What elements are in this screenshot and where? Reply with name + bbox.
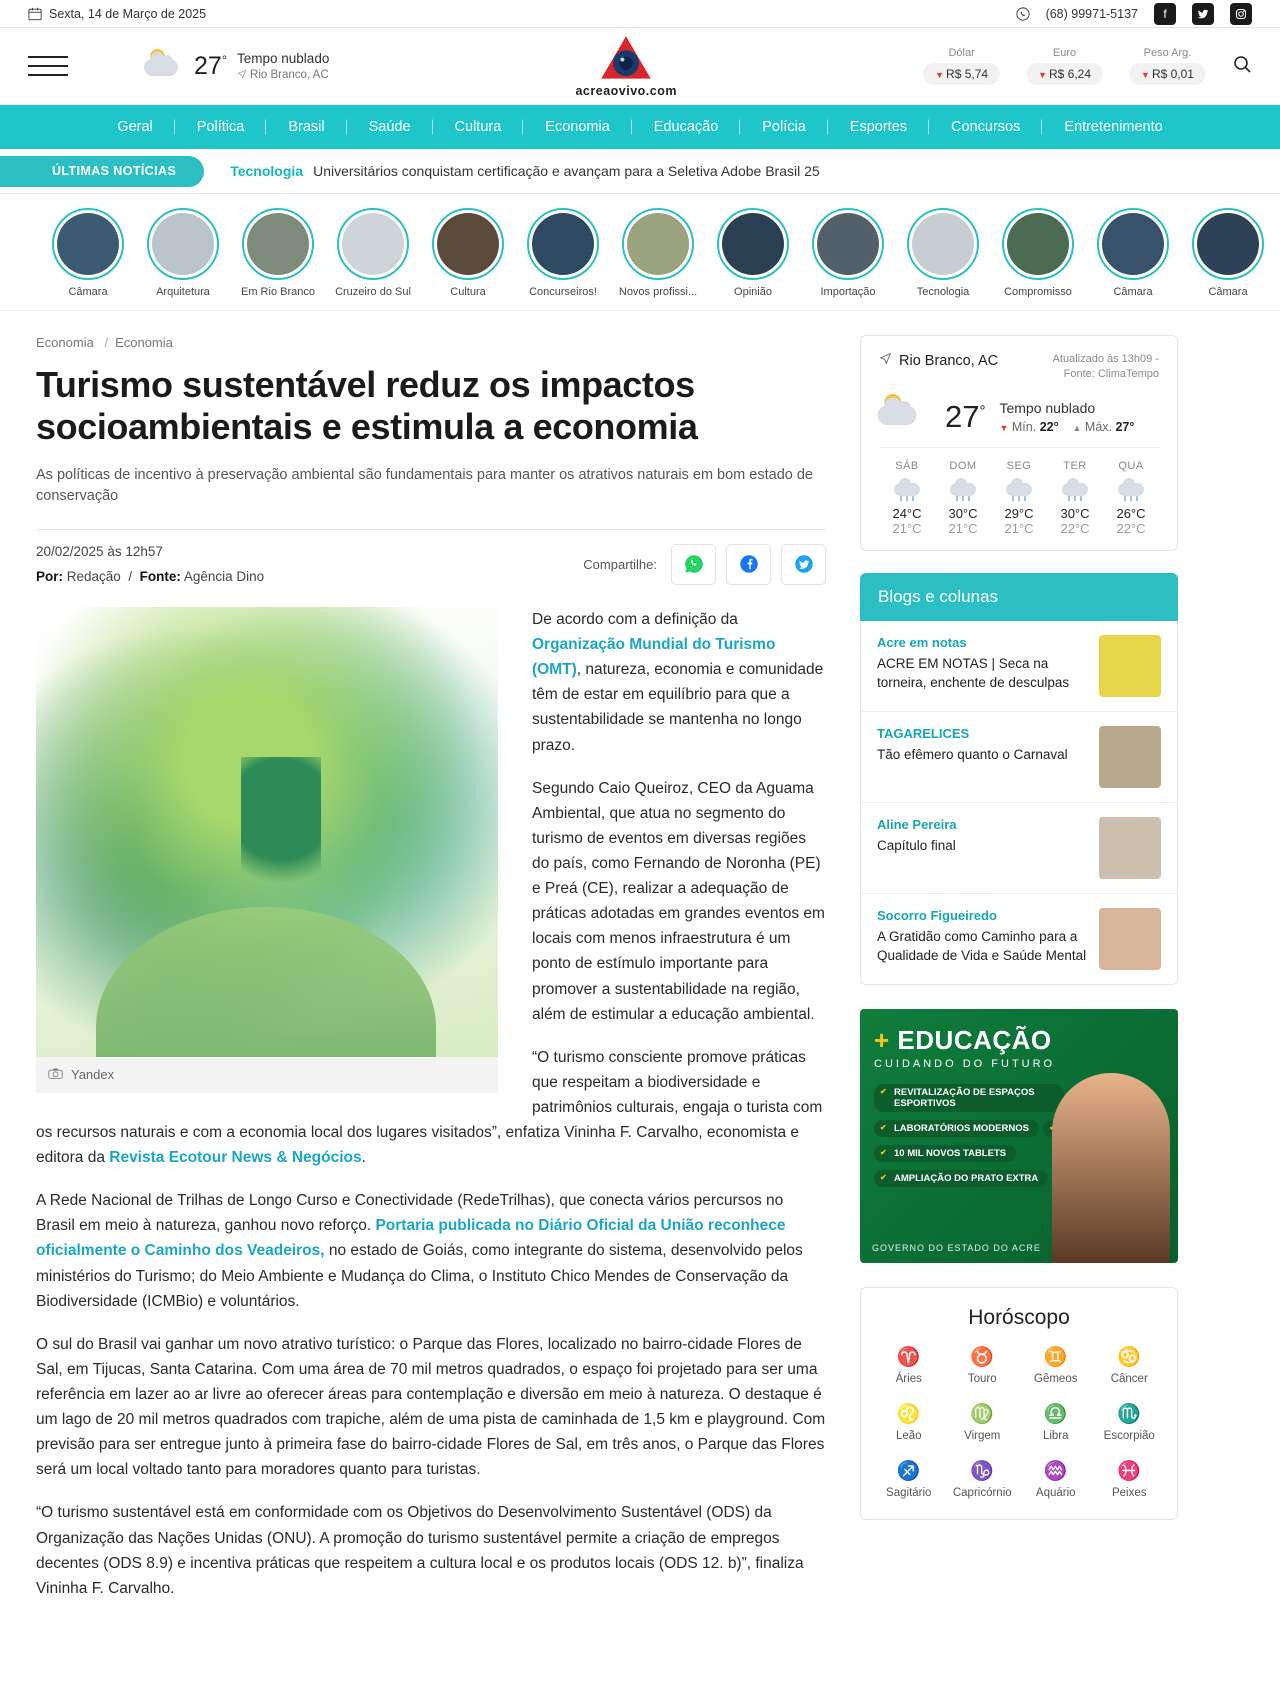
ad-subtitle: CUIDANDO DO FUTURO — [874, 1057, 1056, 1070]
ad-student-photo — [1052, 1073, 1170, 1263]
story-label: Em Rio Branco — [241, 286, 315, 298]
scorpio-icon: ♏ — [1117, 1403, 1142, 1425]
horoscope-sign[interactable] — [875, 1405, 943, 1442]
story-label: Novos profissi... — [618, 286, 698, 298]
rain-cloud-icon — [1062, 479, 1088, 499]
twitter-icon[interactable] — [1192, 3, 1214, 25]
blog-title: A Gratidão como Caminho para a Qualidade de Vida e Saúde Mental — [877, 928, 1087, 963]
rate-item — [923, 47, 1000, 85]
logo-text: acreaovivo.com — [575, 84, 677, 98]
story-label: Câmara — [1208, 286, 1248, 298]
sign-name: Áries — [895, 1372, 922, 1385]
ad-benefit-item: ✔ REVITALIZAÇÃO DE ESPAÇOS ESPORTIVOS — [874, 1084, 1064, 1112]
ad-title: + EDUCAÇÃO — [874, 1024, 1052, 1055]
sign-name: Câncer — [1110, 1372, 1148, 1385]
story-item[interactable] — [238, 208, 318, 298]
blog-title: Capítulo final — [877, 837, 956, 853]
rain-cloud-icon — [1118, 479, 1144, 499]
rate-label: Euro — [1052, 47, 1077, 59]
article-link[interactable]: Organização Mundial do Turismo (OMT) — [532, 636, 776, 679]
forecast-low: 21°C — [892, 520, 922, 536]
story-label: Câmara — [68, 286, 108, 298]
degree-symbol: ° — [979, 402, 986, 420]
rate-label: Peso Arg. — [1143, 47, 1192, 59]
rate-item — [1129, 47, 1206, 85]
share-facebook-button[interactable] — [726, 544, 771, 585]
story-thumbnail — [722, 213, 784, 275]
story-thumbnail — [1007, 213, 1069, 275]
article-figure — [36, 607, 498, 1093]
contact-phone[interactable]: (68) 99971-5137 — [1045, 6, 1138, 21]
logo-icon — [595, 34, 657, 82]
horoscope-sign[interactable] — [875, 1348, 943, 1385]
story-thumbnail — [532, 213, 594, 275]
partly-cloudy-icon — [875, 394, 935, 440]
share-label: Compartilhe: — [583, 556, 657, 572]
sign-name: Leão — [895, 1429, 922, 1442]
blog-list-item[interactable] — [861, 803, 1177, 894]
story-label: Compromisso — [1004, 286, 1072, 298]
weather-desc: Tempo nublado — [999, 399, 1096, 416]
forecast-low: 21°C — [948, 520, 978, 536]
story-label: Câmara — [1113, 286, 1153, 298]
article-paragraph: “O turismo sustentável está em conformidade com os Objetivos do Desenvolvimento Sustentável (ODS) da Organização das Nações Unidas (ONU). A promoção do turismo sustentável permite a criação de empregos decentes (ODS 8.9) e incentiva práticas que respeitem a cultura local e os produtos locais (ODS 12. b)”, finaliza Vininha F. Carvalho. — [36, 1504, 804, 1597]
top-bar-date-group — [28, 7, 206, 21]
story-avatar-ring — [432, 208, 504, 280]
weather-updated — [1053, 352, 1159, 383]
arrow-down-icon: ▼ — [999, 422, 1009, 433]
image-caption: Yandex — [36, 1057, 498, 1093]
aries-icon: ♈ — [896, 1346, 921, 1368]
weather-source: Fonte: ClimaTempo — [1063, 368, 1159, 381]
story-thumbnail — [247, 213, 309, 275]
capricorn-icon: ♑ — [970, 1460, 995, 1482]
weather-widget-city: Rio Branco, AC — [879, 352, 998, 369]
horoscope-sign[interactable] — [1022, 1462, 1090, 1499]
sign-name: Peixes — [1111, 1486, 1147, 1499]
horoscope-sign[interactable] — [1096, 1405, 1164, 1442]
forecast-day — [879, 460, 935, 536]
forecast-low: 22°C — [1060, 520, 1090, 536]
blogs-widget — [860, 573, 1178, 985]
rate-item — [1026, 47, 1103, 85]
nav-item-concursos[interactable]: Concursos — [929, 119, 1042, 135]
forecast-day-label: TER — [1063, 459, 1087, 472]
weather-temp: 27° — [945, 398, 986, 434]
story-thumbnail — [912, 213, 974, 275]
article-body — [36, 607, 826, 1601]
sign-name: Touro — [967, 1372, 997, 1385]
forecast-day — [935, 460, 991, 536]
forecast-low: 21°C — [1004, 520, 1034, 536]
paragraph-text: “O turismo consciente promove práticas que respeitam a biodiversidade e patrimônios culturais, engaja o turista com os recursos naturais e com a economia local dos lugares visitados”, enfatiza Vininha F. Carvalho, economista e editora da — [36, 1048, 823, 1167]
cancer-icon: ♋ — [1117, 1346, 1142, 1368]
story-avatar-ring — [622, 208, 694, 280]
instagram-icon[interactable] — [1230, 3, 1252, 25]
nav-item-economia[interactable]: Economia — [523, 119, 631, 135]
forecast-high: 30°C — [1060, 505, 1090, 521]
sign-name: Aquário — [1035, 1486, 1076, 1499]
blog-title: Tão efêmero quanto o Carnaval — [877, 746, 1068, 762]
story-item[interactable] — [143, 208, 223, 298]
story-label: Cultura — [450, 286, 486, 298]
horoscope-widget — [860, 1287, 1178, 1520]
story-item[interactable] — [808, 208, 888, 298]
rate-label: Dólar — [948, 47, 975, 59]
paragraph-text: A Rede Nacional de Trilhas de Longo Curso e Conectividade (RedeTrilhas), que conecta vários percursos no Brasil em meio à natureza, ganhou novo reforço. — [36, 1192, 784, 1235]
breadcrumb — [36, 335, 826, 350]
article-image — [36, 607, 498, 1057]
latest-news-badge: ÚLTIMAS NOTÍCIAS — [0, 156, 204, 187]
horoscope-title: Horóscopo — [968, 1305, 1070, 1329]
nav-item-esportes[interactable]: Esportes — [828, 119, 929, 135]
site-logo[interactable] — [575, 34, 677, 98]
story-item[interactable] — [1093, 208, 1173, 298]
taurus-icon: ♉ — [970, 1346, 995, 1368]
facebook-icon[interactable]: f — [1154, 3, 1176, 25]
latest-news-headline[interactable]: Universitários conquistam certificação e avançam para a Seletiva Adobe Brasil 25 — [313, 163, 820, 179]
horoscope-sign[interactable] — [949, 1462, 1017, 1499]
blog-title: ACRE EM NOTAS | Seca na torneira, enchente de desculpas — [877, 655, 1070, 690]
story-avatar-ring — [1097, 208, 1169, 280]
article-link[interactable]: Portaria publicada no Diário Oficial da União reconhece oficialmente o Caminho dos Veadeiros, — [36, 1217, 786, 1260]
story-thumbnail — [437, 213, 499, 275]
gemini-icon: ♊ — [1043, 1346, 1068, 1368]
story-thumbnail — [1197, 213, 1259, 275]
stories-carousel[interactable] — [0, 194, 1280, 311]
rate-direction-icon: ▼ — [935, 70, 945, 80]
paragraph-text: . — [361, 1149, 366, 1167]
sign-name: Virgem — [964, 1429, 1001, 1442]
forecast-day — [1103, 460, 1159, 536]
breadcrumb-item[interactable]: Economia — [36, 335, 94, 350]
forecast-day-label: SÁB — [895, 459, 919, 472]
ad-benefit-item: ✔ 10 MIL NOVOS TABLETS — [874, 1145, 1016, 1162]
nav-item-politica[interactable]: Política — [175, 119, 267, 135]
rain-cloud-icon — [1006, 479, 1032, 499]
story-item[interactable] — [713, 208, 793, 298]
rate-direction-icon: ▼ — [1038, 70, 1047, 80]
leo-icon: ♌ — [896, 1403, 921, 1425]
rate-value: ▼ R$ 0,01 — [1129, 63, 1206, 85]
article-paragraph — [36, 1188, 826, 1314]
header-weather-desc: Tempo nublado — [237, 51, 330, 67]
sign-name: Libra — [1042, 1429, 1069, 1442]
calendar-icon — [28, 7, 42, 21]
story-thumbnail — [342, 213, 404, 275]
weather-max-value: 27° — [1115, 419, 1135, 434]
story-avatar-ring — [52, 208, 124, 280]
nav-item-cultura[interactable]: Cultura — [433, 119, 524, 135]
story-avatar-ring — [527, 208, 599, 280]
article-meta — [36, 529, 826, 585]
forecast-day-label: SEG — [1006, 459, 1032, 472]
horoscope-sign[interactable] — [1022, 1405, 1090, 1442]
forecast-high: 24°C — [892, 505, 922, 521]
search-icon[interactable] — [1232, 54, 1252, 79]
story-avatar-ring — [147, 208, 219, 280]
weather-widget — [860, 335, 1178, 551]
story-item[interactable] — [428, 208, 508, 298]
article-link[interactable]: Revista Ecotour News & Negócios — [109, 1149, 362, 1167]
story-label: Concurseiros! — [529, 286, 597, 298]
latest-news-category[interactable]: Tecnologia — [230, 163, 304, 179]
article-date: 20/02/2025 às 12h57 — [36, 544, 163, 560]
forecast-day — [1047, 460, 1103, 536]
blog-author: Acre em notas — [877, 634, 967, 650]
partly-cloudy-icon — [142, 49, 184, 83]
forecast-day-label: QUA — [1118, 459, 1144, 472]
weather-minmax — [999, 420, 1134, 434]
rate-direction-icon: ▼ — [1141, 70, 1150, 80]
blog-thumbnail — [1099, 635, 1161, 697]
story-avatar-ring — [1192, 208, 1264, 280]
story-item[interactable] — [903, 208, 983, 298]
blog-thumbnail — [1099, 726, 1161, 788]
horoscope-sign[interactable] — [949, 1348, 1017, 1385]
story-item[interactable] — [1188, 208, 1268, 298]
forecast-day-label: DOM — [949, 459, 977, 472]
story-label: Arquitetura — [156, 286, 210, 298]
nav-item-policia[interactable]: Polícia — [740, 119, 828, 135]
nav-item-brasil[interactable]: Brasil — [266, 119, 346, 135]
nav-item-saude[interactable]: Saúde — [347, 119, 433, 135]
weather-max-label: Máx. — [1084, 419, 1112, 434]
story-thumbnail — [817, 213, 879, 275]
whatsapp-icon[interactable] — [1016, 7, 1030, 21]
aquarius-icon: ♒ — [1043, 1460, 1068, 1482]
location-pin-icon — [879, 352, 892, 369]
ad-benefit-item: ✔ LABORATÓRIOS MODERNOS — [874, 1120, 1039, 1137]
menu-button[interactable] — [28, 56, 68, 76]
top-bar-contact-group — [1016, 3, 1252, 25]
page-title: Turismo sustentável reduz os impactos socioambientais e estimula a economia — [36, 364, 698, 448]
blog-author: Socorro Figueiredo — [877, 907, 997, 923]
blog-thumbnail — [1099, 908, 1161, 970]
weather-updated-time: Atualizado às 13h09 - — [1052, 353, 1159, 365]
sign-name: Gêmeos — [1034, 1372, 1078, 1385]
rate-value: ▼ R$ 5,74 — [923, 63, 1000, 85]
rain-cloud-icon — [950, 479, 976, 499]
article-paragraph: Segundo Caio Queiroz, CEO da Aguama Ambiental, que atua no segmento do turismo de eventos em diversas regiões do país, como Fernando de Noronha (PE) e Preá (CE), realizar a adequação de práticas adotadas em grandes eventos em locais com menos infraestrutura é um ponto de estímulo importante para promover a sustentabilidade na região, além de estimular a educação ambiental. — [532, 779, 825, 1023]
location-pin-icon — [237, 69, 247, 82]
libra-icon: ♎ — [1043, 1403, 1068, 1425]
horoscope-sign[interactable] — [949, 1405, 1017, 1442]
forecast-high: 30°C — [948, 505, 978, 521]
forecast-high: 26°C — [1116, 505, 1146, 521]
story-thumbnail — [152, 213, 214, 275]
sagittarius-icon: ♐ — [896, 1460, 921, 1482]
story-avatar-ring — [812, 208, 884, 280]
sign-name: Escorpião — [1103, 1429, 1155, 1442]
share-whatsapp-button[interactable] — [671, 544, 716, 585]
story-item[interactable] — [618, 208, 698, 298]
story-item[interactable] — [48, 208, 128, 298]
forecast-high: 29°C — [1004, 505, 1034, 521]
forecast-low: 22°C — [1116, 520, 1146, 536]
virgo-icon: ♍ — [970, 1403, 995, 1425]
nav-item-educacao[interactable]: Educação — [632, 119, 741, 135]
story-label: Importação — [820, 286, 876, 298]
breadcrumb-item[interactable]: / Economia — [97, 335, 172, 350]
blog-thumbnail — [1099, 817, 1161, 879]
camera-icon — [48, 1067, 63, 1083]
blog-list-item[interactable] — [861, 621, 1177, 712]
horoscope-sign[interactable] — [1096, 1348, 1164, 1385]
blog-author: TAGARELICES — [877, 725, 970, 741]
forecast-day — [991, 460, 1047, 536]
story-thumbnail — [57, 213, 119, 275]
article-subtitle: As políticas de incentivo à preservação ambiental são fundamentais para manter os atrativos naturais em bom estado de conservação — [36, 466, 813, 504]
arrow-up-icon: ▲ — [1072, 422, 1082, 433]
page-body — [0, 311, 1280, 1619]
nav-item-entretenimento[interactable]: Entretenimento — [1064, 119, 1163, 135]
story-thumbnail — [1102, 213, 1164, 275]
horoscope-sign[interactable] — [1096, 1462, 1164, 1499]
header-weather — [142, 49, 329, 83]
weather-min-value: 22° — [1039, 419, 1059, 434]
weather-current — [879, 397, 1159, 437]
blog-author: Aline Pereira — [877, 816, 957, 832]
sign-name: Capricórnio — [952, 1486, 1012, 1499]
main-nav[interactable] — [0, 105, 1280, 149]
site-header — [0, 28, 1280, 105]
article-paragraph: O sul do Brasil vai ganhar um novo atrativo turístico: o Parque das Flores, localizado no bairro-cidade Flores de Sal, em Tijucas, Santa Catarina. Com uma área de 70 mil metros quadrados, o espaço foi projetado para ser uma referência em lazer ao ar livre ao oferecer áreas para contemplação e diversão em meio à natureza. O destaque é um lago de 20 mil metros quadrados com trapiche, além de uma pista de caminhada de 1,5 km e playground. Com previsão para ser entregue junto à primeira fase do bairro-cidade Flores de Sal, em três anos, o Parque das Flores será um local voltado tanto para moradores quanto para turistas. — [36, 1335, 826, 1479]
share-twitter-button[interactable] — [781, 544, 826, 585]
story-item[interactable] — [333, 208, 413, 298]
article-column — [36, 335, 826, 1619]
article-byline: Por: Redação / Fonte: Agência Dino — [36, 569, 265, 585]
story-label: Cruzeiro do Sul — [335, 286, 411, 298]
currency-rates — [923, 47, 1206, 85]
weather-min-label: Mín. — [1011, 419, 1037, 434]
degree-symbol: ° — [221, 52, 228, 68]
story-avatar-ring — [337, 208, 409, 280]
sidebar — [860, 335, 1178, 1619]
byline-author: Redação — [66, 569, 121, 585]
story-thumbnail — [627, 213, 689, 275]
top-bar — [0, 0, 1280, 28]
paragraph-text: , natureza, economia e comunidade têm de estar em equilíbrio para que a sustentabilidade se mantenha no longo prazo. — [532, 661, 824, 754]
source-label: Fonte: — [139, 569, 181, 585]
story-avatar-ring — [242, 208, 314, 280]
current-date: Sexta, 14 de Março de 2025 — [49, 6, 207, 21]
rate-value: ▼ R$ 6,24 — [1026, 63, 1103, 85]
header-weather-city: Rio Branco, AC — [237, 69, 329, 82]
ad-footer-text: GOVERNO DO ESTADO DO ACRE — [872, 1242, 1041, 1253]
story-avatar-ring — [1002, 208, 1074, 280]
rain-cloud-icon — [894, 479, 920, 499]
advertisement-banner[interactable] — [860, 1009, 1178, 1263]
latest-news-bar — [0, 149, 1280, 194]
source-name: Agência Dino — [183, 569, 265, 585]
paragraph-text: no estado de Goiás, como integrante do sistema, desenvolvido pelos ministérios do Turismo; do Meio Ambiente e Mudança do Clima, o Instituto Chico Mendes de Conservação da Biodiversidade (ICMBio) e voluntários. — [36, 1242, 803, 1310]
byline-label: Por: — [36, 569, 63, 585]
horoscope-sign[interactable] — [875, 1462, 943, 1499]
story-item[interactable] — [523, 208, 603, 298]
story-avatar-ring — [907, 208, 979, 280]
share-bar — [583, 544, 826, 585]
header-weather-temp: 27° — [194, 51, 228, 80]
story-avatar-ring — [717, 208, 789, 280]
pisces-icon: ♓ — [1117, 1460, 1142, 1482]
horoscope-sign[interactable] — [1022, 1348, 1090, 1385]
weather-forecast — [879, 447, 1159, 536]
nav-item-geral[interactable]: Geral — [95, 119, 174, 135]
blogs-widget-header: Blogs e colunas — [860, 573, 1178, 621]
paragraph-text: De acordo com a definição da — [532, 610, 738, 628]
ad-benefit-item: ✔ AMPLIAÇÃO DO PRATO EXTRA — [874, 1170, 1048, 1187]
sign-name: Sagitário — [886, 1486, 932, 1499]
story-label: Tecnologia — [916, 286, 970, 298]
blog-list-item[interactable] — [861, 712, 1177, 803]
blog-list-item[interactable] — [861, 894, 1177, 984]
story-label: Opinião — [734, 286, 772, 298]
story-item[interactable] — [998, 208, 1078, 298]
